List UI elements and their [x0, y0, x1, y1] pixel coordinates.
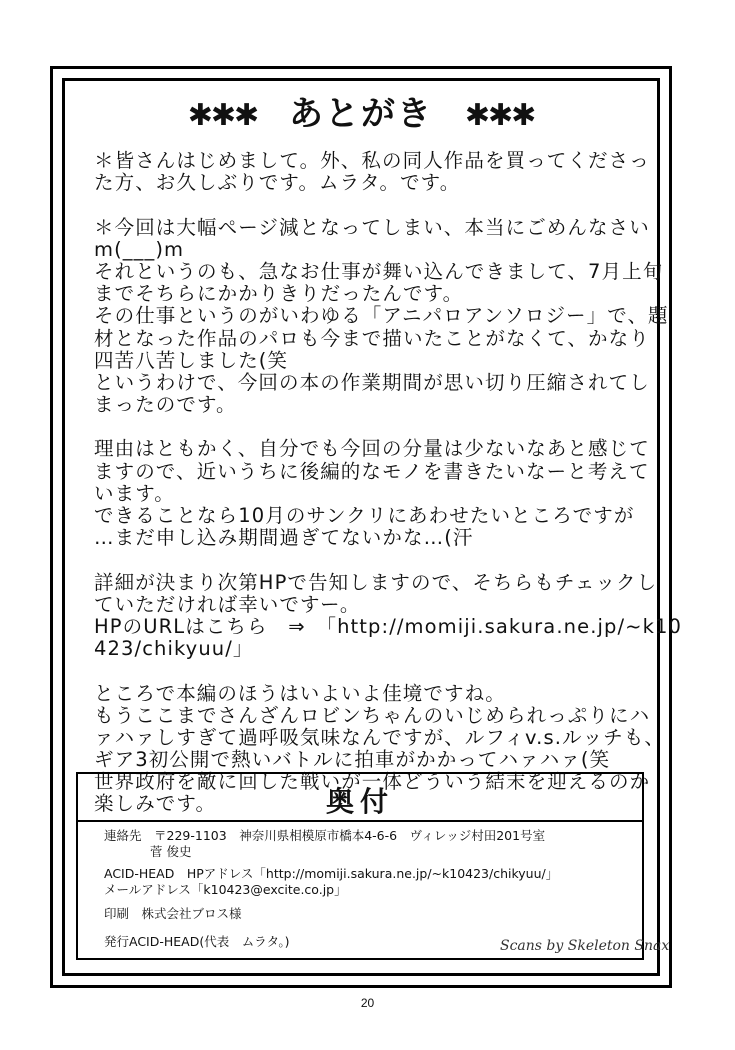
paragraph-gap	[94, 194, 634, 216]
body-line: 材となった作品のパロも今まで描いたことがなくて、かなり	[94, 326, 650, 350]
body-line: た方、お久しぶりです。ムラタ。です。	[94, 171, 461, 195]
body-line: というわけで、今回の本の作業期間が思い切り圧縮されてし	[94, 370, 650, 394]
title-text: あとがき	[289, 94, 433, 134]
body-line: m(___)m	[94, 237, 185, 261]
body-line: 四苦八苦しました(笑	[94, 348, 289, 372]
colophon-divider	[78, 820, 642, 822]
paragraph-gap	[94, 660, 634, 682]
colophon-box	[76, 770, 651, 960]
body-line: ＊今回は大幅ページ減となってしまい、本当にごめんなさい	[94, 215, 650, 239]
body-line: ていただければ幸いですー。	[94, 592, 361, 616]
contact-label: 連絡先	[104, 828, 142, 843]
body-line: 楽しみです。	[94, 792, 217, 816]
body-line: ところで本編のほうはいよいよ佳境ですね。	[94, 681, 506, 705]
body-line: ァハァしすぎて過呼吸気味なんですが、ルフィv.s.ルッチも、	[94, 725, 666, 749]
colophon-mail: メールアドレス「k10423@excite.co.jp」	[104, 882, 347, 897]
body-line: 423/chikyuu/」	[94, 637, 254, 661]
paragraph-gap	[94, 416, 634, 438]
title-stars-left: ✱✱✱	[187, 98, 258, 133]
body-line: もうここまでさんざんロビンちゃんのいじめられっぷりにハ	[94, 703, 651, 727]
colophon-publisher: 発行ACID-HEAD(代表 ムラタ。)	[104, 934, 290, 949]
body-line: …まだ申し込み期間過ぎてないかな…(汗	[94, 526, 474, 550]
body-line: 理由はともかく、自分でも今回の分量は少ないなあと感じて	[94, 437, 650, 461]
body-line: それというのも、急なお仕事が舞い込んできまして、7月上旬	[94, 259, 664, 283]
body-line: その仕事というのがいわゆる「アニパロアンソロジー」で、題	[94, 304, 669, 328]
afterword-body	[94, 149, 682, 816]
body-line: HPのURLはこちら ⇒ 「http://momiji.sakura.ne.jp/~k10	[94, 614, 682, 638]
body-line: 詳細が決まり次第HPで告知しますので、そちらもチェックし	[94, 570, 658, 594]
contact-name: 菅 俊史	[150, 844, 192, 859]
colophon-title: 奥付	[325, 785, 394, 818]
body-line: ＊皆さんはじめまして。外、私の同人作品を買ってくださっ	[94, 149, 650, 172]
scan-credit: Scans by Skeleton Snax	[500, 938, 670, 954]
body-line: ますので、近いうちに後編的なモノを書きたいなーと考えて	[94, 459, 650, 483]
colophon-hp: ACID-HEAD HPアドレス「http://momiji.sakura.ne.jp/~k10423/chikyuu/」	[104, 866, 559, 881]
body-line: います。	[94, 481, 175, 505]
body-line: までそちらにかかりきりだったんです。	[94, 282, 464, 306]
body-line: ギア3初公開で熱いバトルに拍車がかかってハァハァ(笑	[94, 748, 611, 772]
afterword-title	[62, 86, 660, 135]
paragraph-gap	[94, 549, 634, 571]
colophon-printer: 印刷 株式会社ブロス様	[104, 906, 242, 921]
body-line: できることなら10月のサンクリにあわせたいところですが	[94, 504, 635, 527]
contact-address: 〒229-1103 神奈川県相模原市橋本4-6-6 ヴィレッジ村田201号室	[154, 828, 546, 843]
page-number: 20	[360, 996, 375, 1010]
body-line: まったのです。	[94, 393, 237, 417]
body-line: 世界政府を敵に回した戦いが一体どういう結末を迎えるのか	[94, 770, 651, 794]
title-stars-right: ✱✱✱	[464, 98, 535, 133]
